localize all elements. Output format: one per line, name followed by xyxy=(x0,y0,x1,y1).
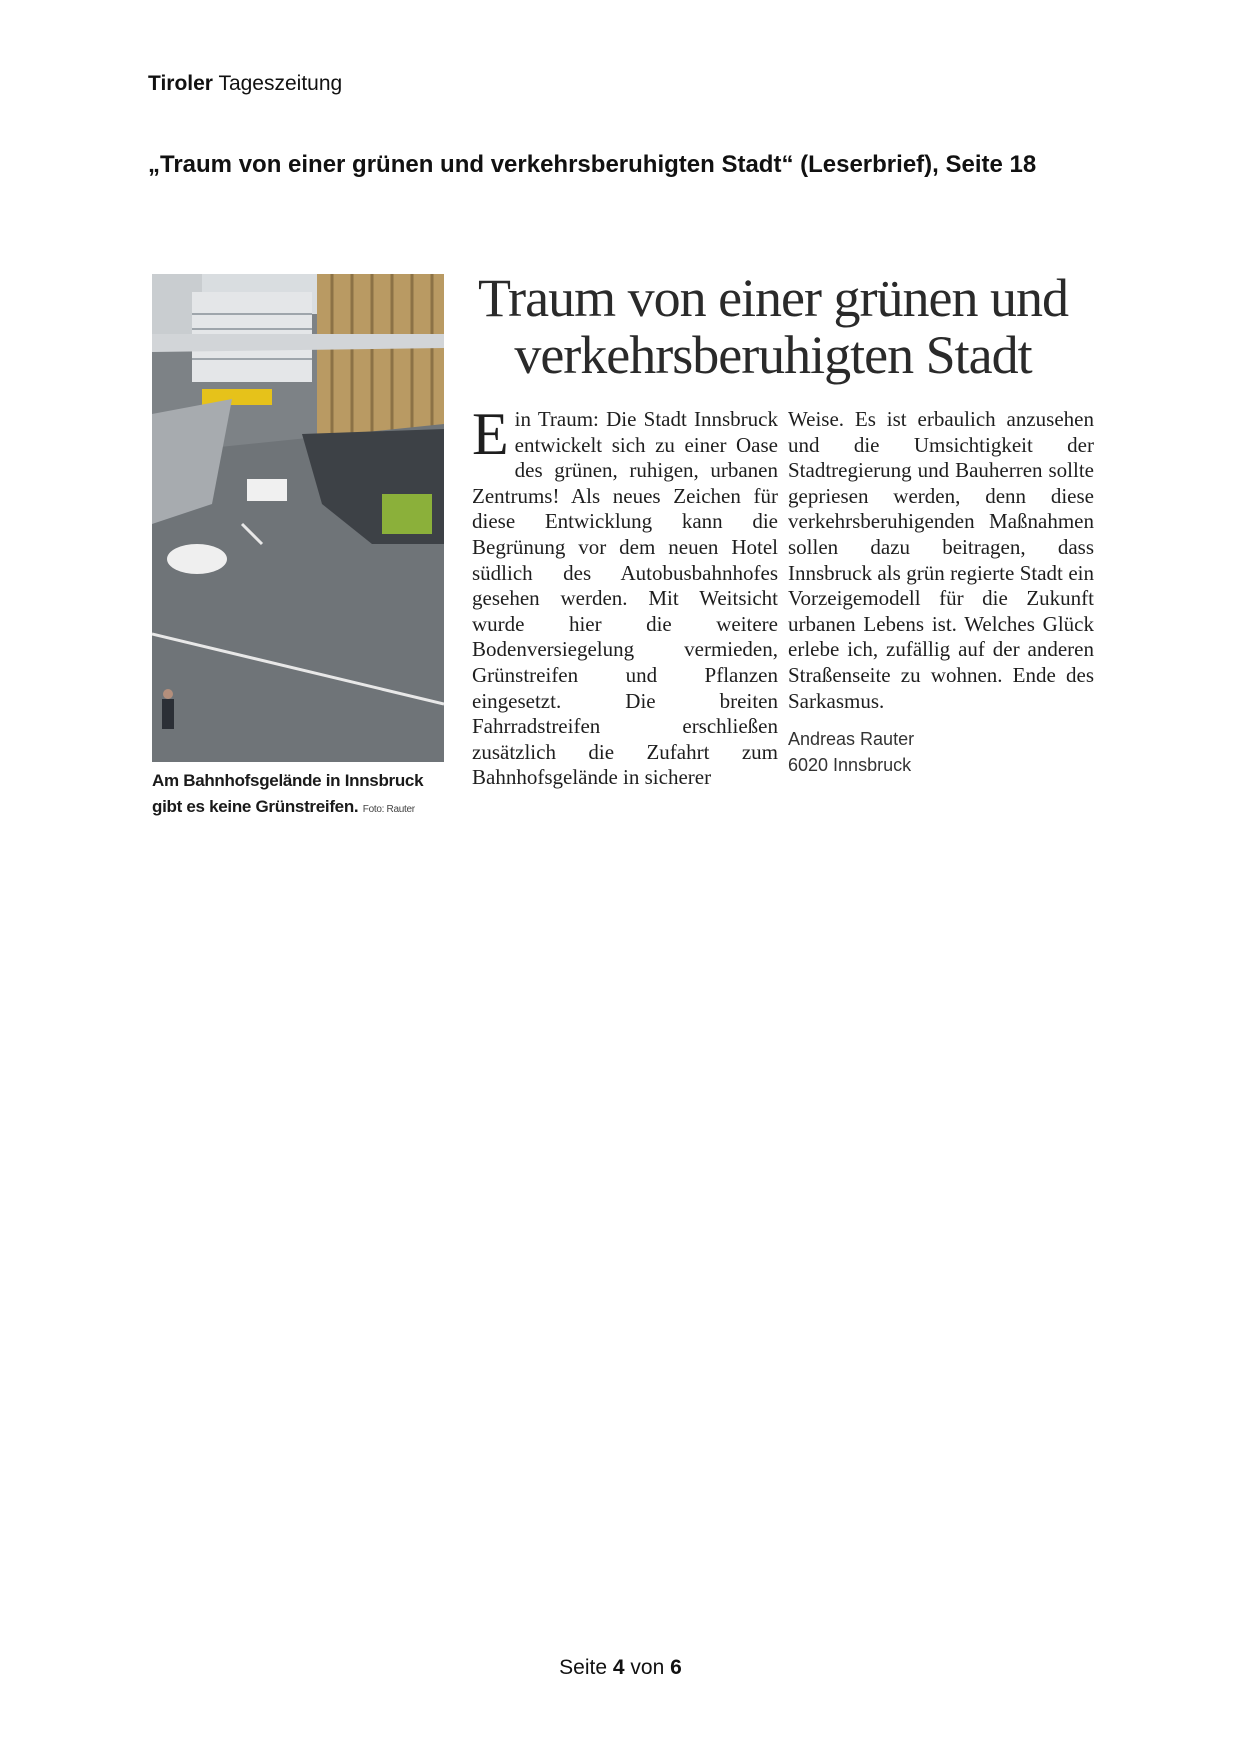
author-location: 6020 Innsbruck xyxy=(788,755,912,776)
dropcap: E xyxy=(472,401,509,467)
page-current: 4 xyxy=(612,1656,625,1679)
page-prefix: Seite xyxy=(559,1656,608,1679)
publication-name-bold: Tiroler xyxy=(148,72,213,95)
article-column-1 xyxy=(472,401,778,791)
article-body-part-2: Weise. Es ist erbaulich anzusehen und die Umsichtigkeit der Stadtregierung und Bauherren sollte gepriesen werden, denn diese verkehrsberuhigenden Maßnahmen sollen dazu beitragen, dass Innsbruck als grün regierte Stadt ein Vorzeigemodell für die Zukunft urbanen Lebens ist. Welches Glück erlebe ich, zufällig auf der anderen Straßenseite zu wohnen. Ende des Sarkasmus. xyxy=(788,407,1094,713)
article-photo xyxy=(152,274,444,762)
article-body-part-1: in Traum: Die Stadt Innsbruck entwickelt sich zu einer Oase des grünen, ruhigen, urbanen Zentrums! Als neues Zeichen für diese Entwicklung kann die Begrünung vor dem neuen Hotel südlich des Autobusbahnhofes gesehen werden. Mit Weitsicht wurde hier die weitere Bodenversiegelung vermieden, Grünstreifen und Pflanzen eingesetzt. Die breiten Fahrradstreifen erschließen zusätzlich die Zufahrt zum Bahnhofsgelände in sicherer xyxy=(472,407,778,790)
publication-name xyxy=(148,72,342,96)
page-number xyxy=(0,1656,1241,1680)
author-name: Andreas Rauter xyxy=(788,729,915,750)
article-headline: Traum von einer grünen und verkehrsberuhigten Stadt xyxy=(478,268,1068,385)
author-signature xyxy=(788,726,1094,778)
page-total: 6 xyxy=(670,1656,682,1679)
page-middle: von xyxy=(630,1656,665,1679)
photo-caption xyxy=(152,768,448,823)
photo-credit: Foto: Rauter xyxy=(362,804,415,815)
photo-caption-text: Am Bahnhofsgelände in Innsbruck gibt es keine Grünstreifen. xyxy=(152,771,424,816)
article-column-2 xyxy=(788,407,1094,778)
document-title: „Traum von einer grünen und verkehrsberuhigten Stadt“ (Leserbrief), Seite 18 xyxy=(148,151,1037,178)
publication-name-regular: Tageszeitung xyxy=(218,72,343,95)
